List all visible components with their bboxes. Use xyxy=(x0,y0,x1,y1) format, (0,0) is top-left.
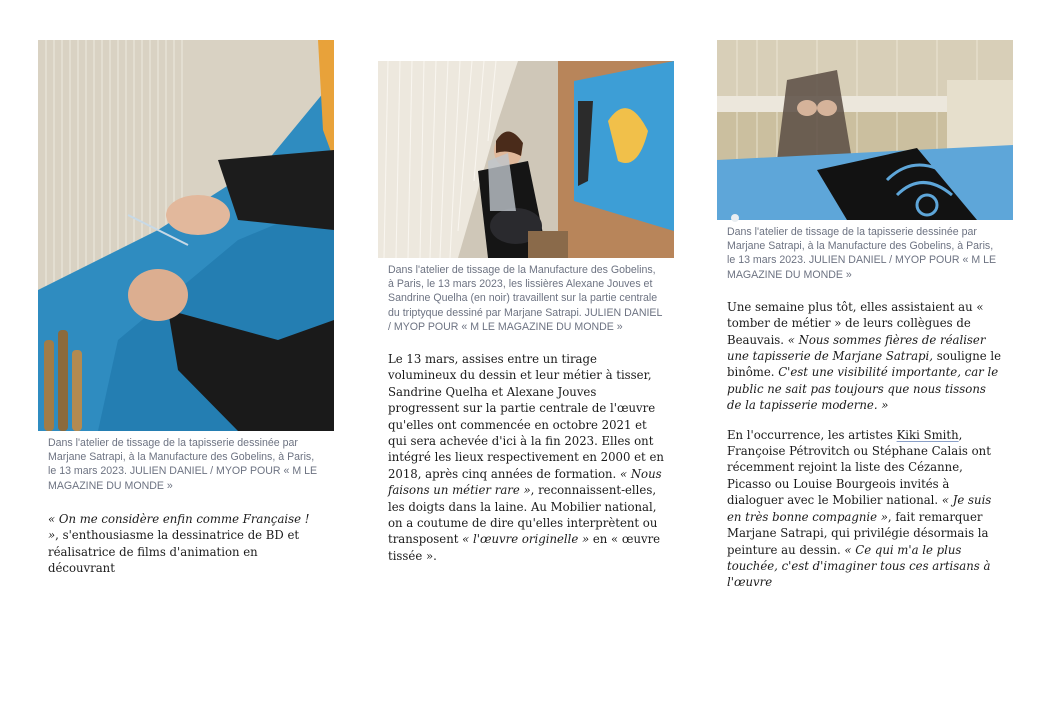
body-text: , Françoise Pétrovitch ou Stéphane Calais ont récemment rejoint la liste des Cézanne, Picasso ou Louise Bourgeois invités à dialoguer avec le Mobilier national. xyxy=(727,427,991,508)
body-text: Le 13 mars, assises entre un tirage volumineux du dessin et leur métier à tisser, Sandrine Quelha et Alexane Jouves progressent sur la partie centrale de l'œuvre qu'elles ont commencée en octobre 2021 et qui sera achevée d'ici à la fin 2023. Elles ont intégré les lieux respectivement en 2000 et en 2018, après cinq années de formation. xyxy=(388,352,664,481)
quote-text: « Je suis en très bonne compagnie » xyxy=(727,493,992,524)
quote-text: « Nous faisons un métier rare » xyxy=(388,466,662,498)
paragraph xyxy=(727,427,1003,591)
paragraph xyxy=(388,351,664,564)
article-column-1 xyxy=(38,40,334,576)
article-body xyxy=(717,299,1013,590)
photo-caption: Dans l'atelier de tissage de la Manufacture des Gobelins, à Paris, le 13 mars 2023, les lissières Alexane Jouves et Sandrine Quelha (en noir) travaillent sur la partie centrale du triptyque dessiné par Marjane Satrapi. JULIEN DANIEL / MYOP POUR « M LE MAGAZINE DU MONDE » xyxy=(388,264,662,333)
body-text: Une semaine plus tôt, elles assistaient au « tomber de métier » de leurs collègues de Beauvais. xyxy=(727,299,984,347)
quote-text: « l'œuvre originelle » xyxy=(462,532,590,547)
quote-text: « Ce qui m'a le plus touchée, c'est d'imaginer tous ces artisans à l'œuvre xyxy=(727,542,991,590)
body-text: , fait remarquer Marjane Satrapi, qui privilégie désormais la peinture au dessin. xyxy=(727,509,989,557)
article-column-2 xyxy=(378,61,674,563)
body-text: souligne le binôme. xyxy=(727,349,1002,380)
photo-caption: Dans l'atelier de tissage de la tapisserie dessinée par Marjane Satrapi, à la Manufacture des Gobelins, à Paris, le 13 mars 2023. JULIEN DANIEL / MYOP POUR « M LE MAGAZINE DU MONDE » xyxy=(48,437,318,492)
article-body xyxy=(38,511,334,576)
body-text: En l'occurrence, les artistes xyxy=(727,427,897,442)
quote-text: « Nous sommes fières de réaliser une tapisserie de Marjane Satrapi, xyxy=(727,332,986,364)
loom-tapestry-photo[interactable] xyxy=(717,40,1013,220)
body-text: , reconnaissent-elles, les doigts dans la laine. Au Mobilier national, on a coutume de dire qu'elles interprètent ou transposent xyxy=(388,483,658,547)
weavers-at-loom-photo[interactable] xyxy=(378,61,674,258)
article-column-3 xyxy=(717,40,1013,590)
kiki-smith-link[interactable]: Kiki Smith xyxy=(896,427,959,442)
quote-text: C'est une visibilité importante, car le public ne sait pas toujours que nous tissons de la tapisserie moderne. » xyxy=(727,365,999,413)
quote-text: « On me considère enfin comme Française ! » xyxy=(48,511,310,543)
photo-caption: Dans l'atelier de tissage de la tapisserie dessinée par Marjane Satrapi, à la Manufacture des Gobelins, à Paris, le 13 mars 2023. JULIEN DANIEL / MYOP POUR « M LE MAGAZINE DU MONDE » xyxy=(727,226,997,281)
paragraph xyxy=(48,511,324,577)
paragraph xyxy=(727,299,1003,414)
body-text: , s'enthousiasme la dessinatrice de BD et réalisatrice de films d'animation en découvrant xyxy=(48,528,300,576)
body-text: en « œuvre tissée ». xyxy=(388,532,661,563)
article-body xyxy=(378,351,674,563)
weaving-hands-photo[interactable] xyxy=(38,40,334,431)
